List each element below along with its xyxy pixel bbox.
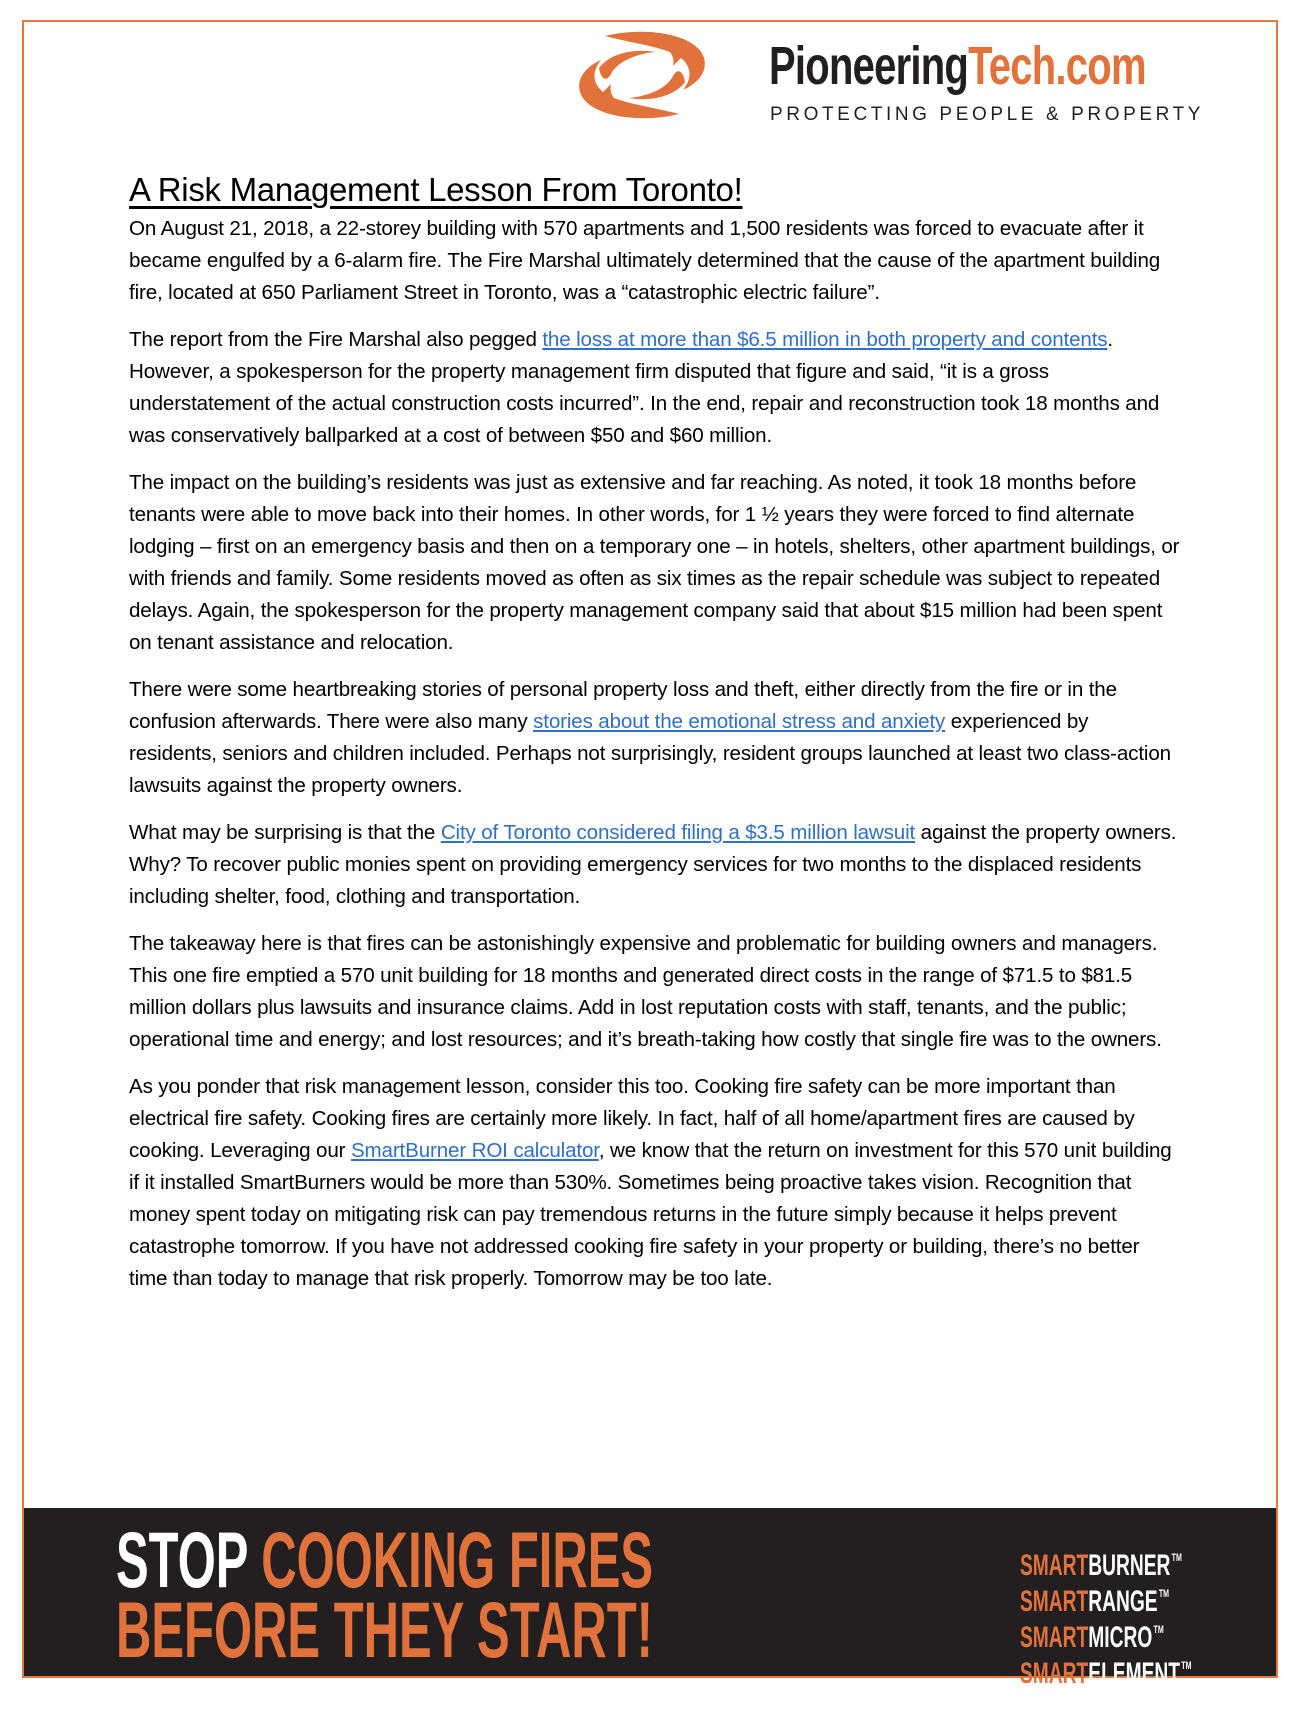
trademark-mark: TM [1153,1624,1164,1636]
paragraph-text: There were some heartbreaking stories of personal property loss and theft, either directly from the fire or in the confusion afterwards. There were also many [129,678,1117,733]
banner-slogan [116,1515,654,1674]
product-prefix: SMART [1020,1549,1089,1582]
link-emotional-stress-stories[interactable]: stories about the emotional stress and anxiety [533,710,946,733]
link-loss-estimate[interactable]: the loss at more than $6.5 million in both property and contents [542,328,1108,351]
paragraph-text: against the property owners. Why? To recover public monies spent on providing emergency services for two months to the displaced residents including shelter, food, clothing and transportation. [129,821,1177,908]
wordmark-tech-com: Tech.com [968,36,1146,96]
wordmark-pioneering: Pioneering [769,36,969,96]
product-name: MICRO [1088,1621,1153,1654]
slogan-cooking-fires: COOKING FIRES [261,1515,654,1604]
paragraph-text: , we know that the return on investment for this 570 unit building if it installed SmartBurners would be more than 530%. Sometimes being proactive takes vision. Recognition that money spent today on mitigating risk can pay tremendous returns in the future simply because it helps prevent catastrophe tomorrow. If you have not addressed cooking fire safety in your property or building, there’s no better time than today to manage that risk properly. Tomorrow may be too late. [129,1139,1172,1290]
brand-tagline: PROTECTING PEOPLE & PROPERTY [770,104,1205,125]
swirl-logo-icon [575,28,709,122]
product-prefix: SMART [1020,1585,1089,1618]
paragraph-fire-marshal-report [129,324,1181,452]
link-smartburner-roi-calculator[interactable]: SmartBurner ROI calculator [350,1139,599,1162]
brand-wordmark [769,34,1175,98]
promo-banner [22,1508,1278,1690]
article [129,168,1181,1310]
product-prefix: SMART [1020,1621,1089,1654]
paragraph-takeaway: The takeaway here is that fires can be astonishingly expensive and problematic for building owners and managers. This one fire emptied a 570 unit building for 18 months and generated direct costs in the range of $71.5 to $81.5 million dollars plus lawsuits and insurance claims. Add in lost reputation costs with staff, tenants, and the public; operational time and energy; and lost resources; and it’s breath-taking how costly that single fire was to the owners. [129,932,1162,1051]
article-title: A Risk Management Lesson From Toronto! [129,171,743,208]
paragraph-intro: On August 21, 2018, a 22-storey building with 570 apartments and 1,500 residents was forced to evacuate after it became engulfed by a 6-alarm fire. The Fire Marshal ultimately determined that the cause of the apartment building fire, located at 650 Parliament Street in Toronto, was a “catastrophic electric failure”. [129,217,1161,304]
paragraph-text: As you ponder that risk management lesson, consider this too. Cooking fire safety can be more important than electrical fire safety. Cooking fires are certainly more likely. In fact, half of all home/apartment fires are caused by cooking. Leveraging our [129,1075,1135,1162]
product-smartmicro [1020,1616,1191,1652]
product-smartburner [1020,1544,1191,1580]
paragraph-text: . However, a spokesperson for the property management firm disputed that figure and said, “it is a gross understatement of the actual construction costs incurred”. In the end, repair and reconstruction took 18 months and was conservatively ballparked at a cost of between $50 and $60 million. [129,328,1160,447]
product-list [1020,1544,1191,1688]
trademark-mark: TM [1158,1588,1170,1600]
paragraph-cooking-safety [129,1071,1181,1295]
product-smartrange [1020,1580,1191,1616]
paragraph-text: What may be surprising is that the [129,821,441,844]
paragraph-personal-loss [129,674,1181,802]
product-name: RANGE [1088,1585,1158,1618]
product-smartelement [1020,1652,1191,1688]
product-name: BURNER [1088,1549,1171,1582]
paragraph-text: experienced by residents, seniors and children included. Perhaps not surprisingly, resident groups launched at least two class-action lawsuits against the property owners. [129,710,1171,797]
product-prefix: SMART [1020,1657,1089,1690]
trademark-mark: TM [1181,1660,1192,1672]
slogan-stop: STOP [116,1515,262,1604]
product-name: ELEMENT [1088,1657,1180,1690]
slogan-line-2: BEFORE THEY START! [116,1585,653,1674]
paragraph-resident-impact: The impact on the building’s residents was just as extensive and far reaching. As noted, it took 18 months before tenants were able to move back into their homes. In other words, for 1 ½ years they were forced to find alternate lodging – first on an emergency basis and then on a temporary one – in hotels, shelters, other apartment buildings, or with friends and family. Some residents moved as often as six times as the repair schedule was subject to repeated delays. Again, the spokesperson for the property management company said that about $15 million had been spent on tenant assistance and relocation. [129,471,1180,654]
paragraph-text: The report from the Fire Marshal also pegged [129,328,543,351]
paragraph-city-lawsuit [129,817,1181,913]
trademark-mark: TM [1171,1552,1182,1564]
link-city-lawsuit[interactable]: City of Toronto considered filing a $3.5 million lawsuit [440,821,916,844]
